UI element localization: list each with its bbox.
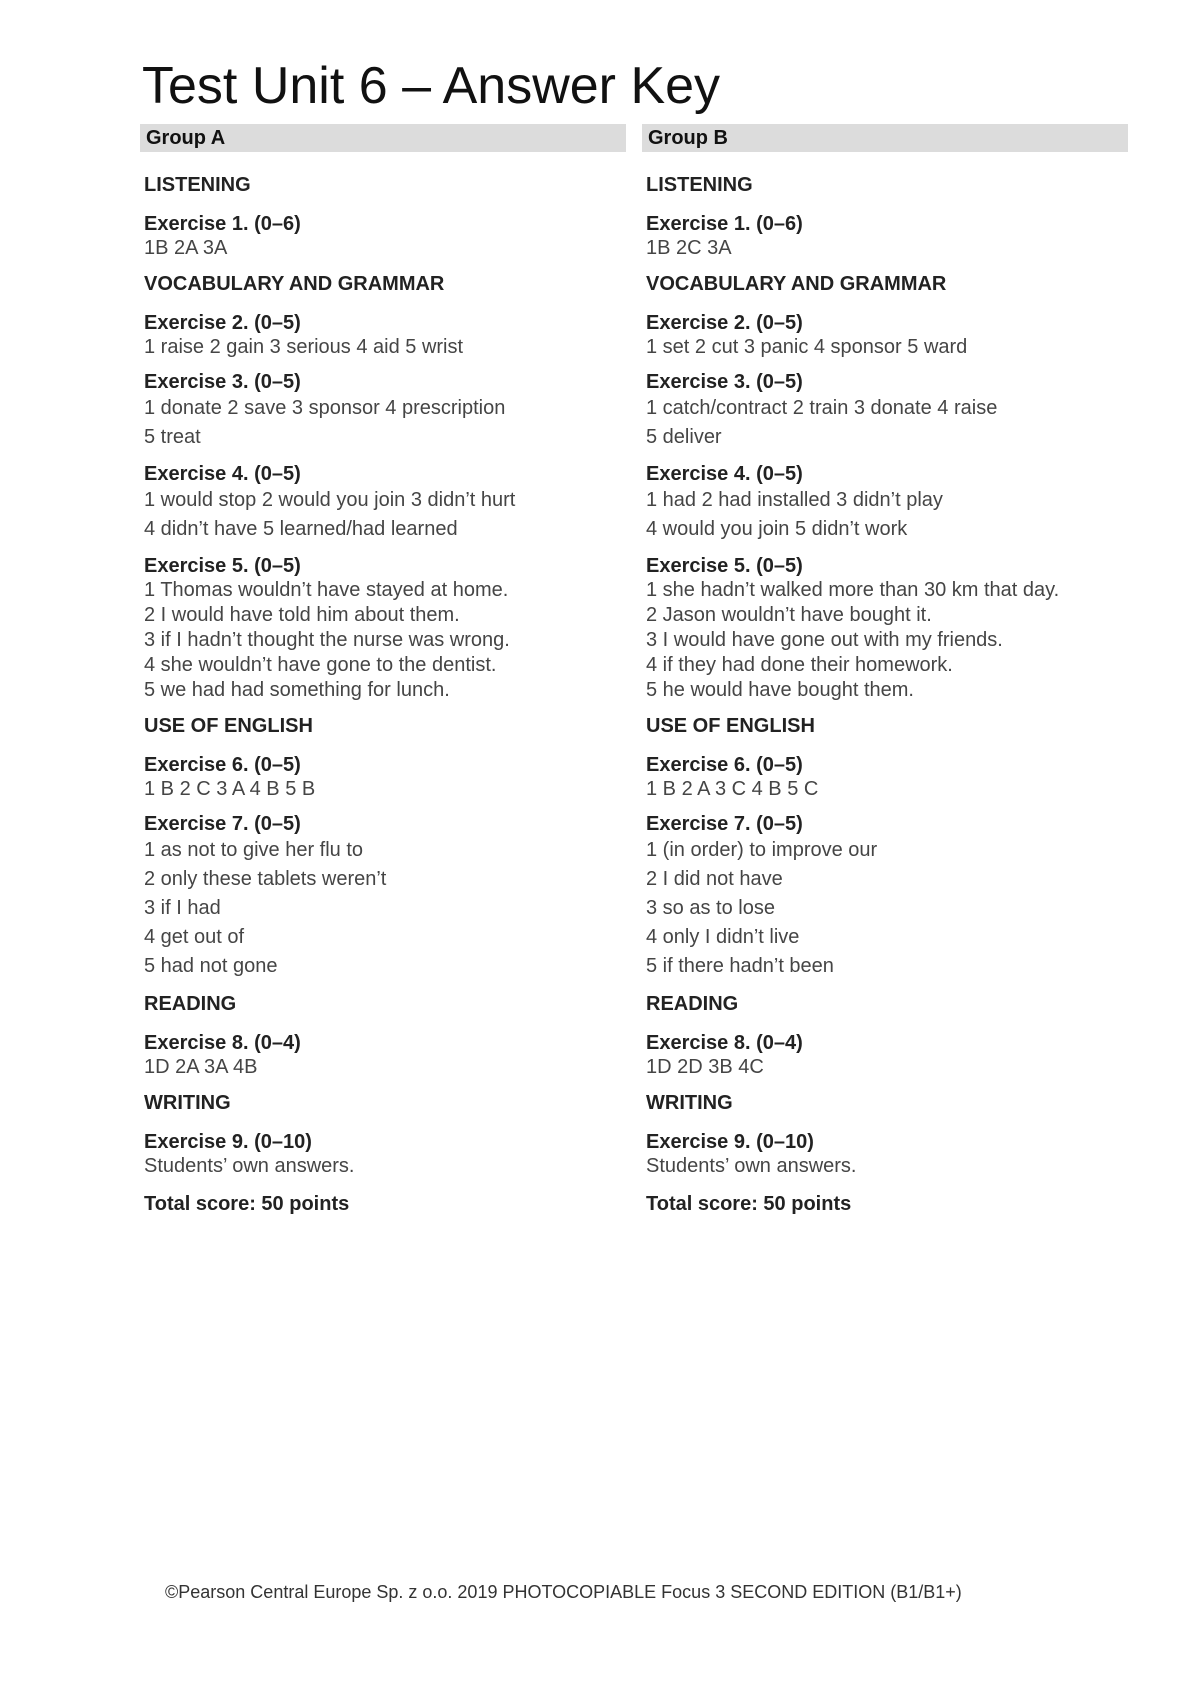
answer-line: 4 get out of — [144, 926, 245, 948]
exercise-label: Exercise 2. (0–5) — [646, 312, 803, 334]
answer-line: Students’ own answers. — [646, 1155, 857, 1177]
answer-line: 1 catch/contract 2 train 3 donate 4 raise — [646, 397, 998, 419]
exercise-label: Exercise 1. (0–6) — [144, 213, 301, 235]
exercise-block — [144, 462, 622, 544]
exercise-block — [646, 311, 1124, 360]
exercise-label: Exercise 6. (0–5) — [646, 754, 803, 776]
exercise-label: Exercise 3. (0–5) — [646, 371, 803, 393]
answer-line: 5 we had had something for lunch. — [144, 679, 450, 701]
exercise-block — [144, 1031, 622, 1080]
exercise-block — [646, 554, 1124, 703]
answer-line: 1D 2A 3A 4B — [144, 1056, 258, 1078]
section-heading-listening: LISTENING — [144, 174, 251, 196]
section-heading-vocabulary-and-grammar: VOCABULARY AND GRAMMAR — [144, 273, 445, 295]
answer-line: 1 she hadn’t walked more than 30 km that day. — [646, 579, 1060, 601]
section-heading-use-of-english: USE OF ENGLISH — [646, 715, 815, 737]
total-score: Total score: 50 points — [144, 1193, 350, 1215]
exercise-block — [144, 812, 622, 981]
answer-line: 3 if I hadn’t thought the nurse was wrong. — [144, 629, 510, 651]
section-heading-reading: READING — [646, 993, 739, 1015]
page-title: Test Unit 6 – Answer Key — [142, 57, 721, 115]
section-heading-vocabulary-and-grammar: VOCABULARY AND GRAMMAR — [646, 273, 947, 295]
exercise-block — [144, 753, 622, 802]
answer-line: 2 only these tablets weren’t — [144, 868, 387, 890]
section-heading-writing: WRITING — [144, 1092, 231, 1114]
exercise-block — [646, 1130, 1124, 1179]
group-a-column — [140, 124, 626, 1216]
exercise-block — [144, 370, 622, 452]
answer-line: 5 deliver — [646, 426, 722, 448]
answer-line: 3 if I had — [144, 897, 221, 919]
answer-line: 4 she wouldn’t have gone to the dentist. — [144, 654, 497, 676]
exercise-label: Exercise 4. (0–5) — [144, 463, 301, 485]
answer-line: 3 so as to lose — [646, 897, 775, 919]
exercise-block — [646, 753, 1124, 802]
exercise-label: Exercise 5. (0–5) — [144, 555, 301, 577]
exercise-label: Exercise 4. (0–5) — [646, 463, 803, 485]
total-score: Total score: 50 points — [646, 1193, 852, 1215]
exercise-label: Exercise 7. (0–5) — [646, 813, 803, 835]
answer-line: 1 would stop 2 would you join 3 didn’t hurt — [144, 489, 516, 511]
answer-line: 2 I would have told him about them. — [144, 604, 460, 626]
answer-line: 4 only I didn’t live — [646, 926, 800, 948]
group-header: Group A — [140, 124, 626, 152]
exercise-block — [144, 311, 622, 360]
answer-line: 1B 2C 3A — [646, 237, 732, 259]
exercise-label: Exercise 2. (0–5) — [144, 312, 301, 334]
section-heading-writing: WRITING — [646, 1092, 733, 1114]
answer-line: 5 if there hadn’t been — [646, 955, 834, 977]
answer-line: 1 (in order) to improve our — [646, 839, 878, 861]
answer-line: 4 would you join 5 didn’t work — [646, 518, 908, 540]
answer-line: 1D 2D 3B 4C — [646, 1056, 764, 1078]
answer-line: 1 B 2 A 3 C 4 B 5 C — [646, 778, 819, 800]
answer-line: 1 donate 2 save 3 sponsor 4 prescription — [144, 397, 506, 419]
exercise-block — [144, 212, 622, 261]
answer-line: 1 B 2 C 3 A 4 B 5 B — [144, 778, 316, 800]
exercise-block — [646, 212, 1124, 261]
footer-copyright: ©Pearson Central Europe Sp. z o.o. 2019 PHOTOCOPIABLE Focus 3 SECOND EDITION (B1/B1+) — [165, 1582, 962, 1602]
exercise-block — [646, 1031, 1124, 1080]
answer-line: 3 I would have gone out with my friends. — [646, 629, 1003, 651]
section-heading-listening: LISTENING — [646, 174, 753, 196]
exercise-block — [144, 554, 622, 703]
exercise-label: Exercise 9. (0–10) — [144, 1131, 312, 1153]
section-heading-reading: READING — [144, 993, 237, 1015]
answer-line: 1 set 2 cut 3 panic 4 sponsor 5 ward — [646, 336, 968, 358]
exercise-label: Exercise 7. (0–5) — [144, 813, 301, 835]
exercise-block — [646, 370, 1124, 452]
group-b-column — [642, 124, 1128, 1216]
answer-line: 1B 2A 3A — [144, 237, 228, 259]
exercise-block — [646, 812, 1124, 981]
exercise-label: Exercise 8. (0–4) — [144, 1032, 301, 1054]
answer-line: 5 had not gone — [144, 955, 278, 977]
exercise-label: Exercise 8. (0–4) — [646, 1032, 803, 1054]
answer-line: Students’ own answers. — [144, 1155, 355, 1177]
answer-line: 5 treat — [144, 426, 201, 448]
answer-line: 1 as not to give her flu to — [144, 839, 364, 861]
answer-line: 5 he would have bought them. — [646, 679, 914, 701]
exercise-label: Exercise 6. (0–5) — [144, 754, 301, 776]
group-header: Group B — [642, 124, 1128, 152]
answer-line: 1 raise 2 gain 3 serious 4 aid 5 wrist — [144, 336, 464, 358]
answer-line: 2 Jason wouldn’t have bought it. — [646, 604, 932, 626]
answer-line: 4 didn’t have 5 learned/had learned — [144, 518, 458, 540]
answer-line: 1 had 2 had installed 3 didn’t play — [646, 489, 943, 511]
answer-line: 4 if they had done their homework. — [646, 654, 953, 676]
answer-line: 2 I did not have — [646, 868, 783, 890]
exercise-label: Exercise 5. (0–5) — [646, 555, 803, 577]
exercise-label: Exercise 3. (0–5) — [144, 371, 301, 393]
answer-line: 1 Thomas wouldn’t have stayed at home. — [144, 579, 509, 601]
exercise-block — [646, 462, 1124, 544]
exercise-block — [144, 1130, 622, 1179]
exercise-label: Exercise 9. (0–10) — [646, 1131, 814, 1153]
section-heading-use-of-english: USE OF ENGLISH — [144, 715, 313, 737]
exercise-label: Exercise 1. (0–6) — [646, 213, 803, 235]
